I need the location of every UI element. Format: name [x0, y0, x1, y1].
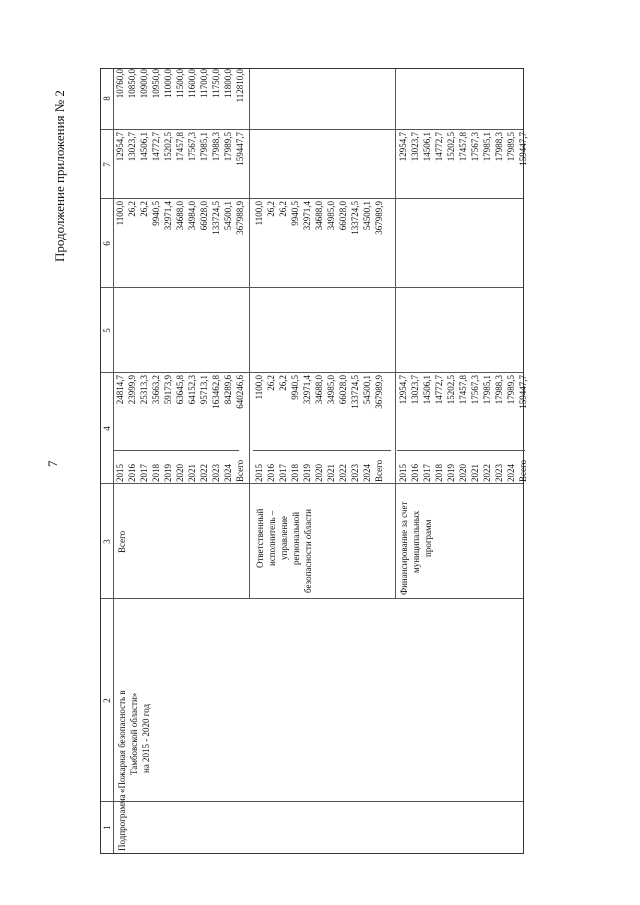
continuation-title: Продолжение приложения № 2: [52, 90, 67, 262]
value: 13023,7: [410, 375, 420, 405]
value: 1100,0: [254, 201, 264, 226]
value: 17567,3: [470, 375, 480, 405]
value: 95713,1: [199, 375, 209, 405]
value: 14772,7: [434, 375, 444, 405]
value: 9940,5: [290, 375, 300, 400]
block2-col6: [253, 199, 385, 288]
value: 11700,0: [199, 69, 209, 98]
executor-line-3: управление: [279, 515, 289, 560]
program-name-line-1: «Пожарная безопасность в: [117, 690, 127, 793]
year: 2021: [326, 464, 336, 482]
value: 32971,4: [302, 375, 312, 405]
value: 17985,1: [482, 375, 492, 405]
value: 63645,8: [175, 375, 185, 405]
total-value: 640246,6: [235, 375, 245, 409]
year: 2024: [223, 464, 233, 482]
total-label: Всего: [117, 530, 127, 553]
value: 34688,0: [314, 201, 324, 231]
year: 2023: [211, 464, 221, 482]
total-value: 367989,9: [374, 375, 384, 409]
block3-years: [397, 451, 529, 484]
program-name-line-3: на 2015 - 2020 год: [141, 703, 151, 773]
executor-line-2: исполнитель –: [267, 510, 277, 566]
value: 17567,3: [187, 132, 197, 162]
total-value: 159447,7: [235, 132, 245, 166]
value: 59173,9: [163, 375, 173, 405]
col-header-8: 8: [102, 96, 112, 101]
value: 133724,5: [350, 201, 360, 235]
value: 66028,0: [338, 375, 348, 405]
year: 2018: [434, 464, 444, 482]
block3-col7: [397, 130, 529, 199]
value: 11000,0: [163, 69, 173, 98]
value: 32971,4: [302, 201, 312, 231]
value: 17457,8: [175, 132, 185, 162]
executor-line-4: региональной: [291, 511, 301, 565]
year: 2021: [187, 464, 197, 482]
value: 14506,1: [139, 132, 149, 162]
executor-line-5: безопасности области: [303, 509, 313, 593]
value: 54500,1: [223, 201, 233, 231]
year: 2015: [398, 464, 408, 482]
page-number: 7: [45, 460, 60, 467]
block2-col4: [253, 373, 385, 451]
landscape-table-area: [100, 68, 528, 854]
value: 64152,3: [187, 375, 197, 405]
value: 15202,5: [446, 132, 456, 162]
year: 2024: [506, 464, 516, 482]
value: 14506,1: [422, 375, 432, 405]
value: 34688,0: [314, 375, 324, 405]
value: 10760,0: [115, 69, 125, 99]
municipal-line-2: муниципальных: [411, 510, 421, 573]
block-line: [395, 69, 396, 599]
year: 2022: [199, 464, 209, 482]
value: 1100,0: [254, 375, 264, 400]
total-row-label: Всего: [235, 459, 245, 482]
value: 15202,5: [446, 375, 456, 405]
value: 163462,8: [211, 375, 221, 409]
value: 17567,3: [470, 132, 480, 162]
value: 14772,7: [151, 132, 161, 162]
year: 2024: [362, 464, 372, 482]
year: 2022: [482, 464, 492, 482]
year: 2019: [302, 464, 312, 482]
col-header-4: 4: [102, 426, 112, 431]
block3-col4: [397, 373, 529, 451]
col-line: [101, 801, 523, 802]
row-type: Подпрограмма: [117, 794, 127, 851]
year: 2020: [458, 464, 468, 482]
value: 17989,5: [506, 132, 516, 162]
value: 9940,5: [151, 201, 161, 226]
year: 2020: [314, 464, 324, 482]
value: 13023,7: [127, 132, 137, 162]
value: 17457,8: [458, 375, 468, 405]
value: 17985,1: [482, 132, 492, 162]
total-value: 159447,7: [518, 375, 528, 409]
total-value: 112810,0: [235, 69, 245, 103]
year: 2021: [470, 464, 480, 482]
col-header-6: 6: [102, 241, 112, 246]
value: 10850,0: [127, 69, 137, 99]
total-value: 367988,9: [235, 201, 245, 235]
year: 2016: [127, 464, 137, 482]
value: 66028,0: [338, 201, 348, 231]
value: 26,2: [278, 201, 288, 217]
total-row-label: Всего: [374, 459, 384, 482]
col-header-7: 7: [102, 162, 112, 167]
value: 12954,7: [398, 375, 408, 405]
total-value: 159447,7: [518, 132, 528, 166]
year: 2017: [139, 464, 149, 482]
value: 54500,1: [362, 375, 372, 405]
value: 17457,8: [458, 132, 468, 162]
value: 12954,7: [115, 132, 125, 162]
year: 2017: [422, 464, 432, 482]
value: 34688,0: [175, 201, 185, 231]
block1-col6: [114, 199, 246, 288]
value: 11800,0: [223, 69, 233, 98]
col-header-3: 3: [102, 539, 112, 544]
col-header-5: 5: [102, 328, 112, 333]
total-value: 367989,9: [374, 201, 384, 235]
value: 17989,5: [506, 375, 516, 405]
value: 14506,1: [422, 132, 432, 162]
value: 11600,0: [187, 69, 197, 98]
municipal-line-3: программ: [423, 519, 433, 557]
value: 26,2: [127, 201, 137, 217]
year: 2023: [494, 464, 504, 482]
value: 13023,7: [410, 132, 420, 162]
block1-col8: [114, 67, 246, 130]
col-header-2: 2: [102, 698, 112, 703]
year: 2020: [175, 464, 185, 482]
municipal-line-1: Финансирование за счет: [399, 501, 409, 595]
col-line: [101, 598, 523, 599]
year: 2016: [266, 464, 276, 482]
value: 12954,7: [398, 132, 408, 162]
value: 34985,0: [326, 375, 336, 405]
value: 32971,4: [163, 201, 173, 231]
value: 11500,0: [175, 69, 185, 98]
block-line: [249, 69, 250, 599]
block1-col7: [114, 130, 246, 199]
value: 14772,7: [434, 132, 444, 162]
year: 2017: [278, 464, 288, 482]
value: 17988,3: [494, 375, 504, 405]
value: 23999,9: [127, 375, 137, 405]
year: 2015: [254, 464, 264, 482]
value: 26,2: [266, 201, 276, 217]
value: 10950,0: [151, 69, 161, 99]
year: 2019: [163, 464, 173, 482]
value: 17989,5: [223, 132, 233, 162]
budget-table: [100, 68, 528, 854]
value: 11750,0: [211, 69, 221, 98]
year: 2018: [290, 464, 300, 482]
value: 84289,6: [223, 375, 233, 405]
value: 24814,7: [115, 375, 125, 405]
value: 66028,0: [199, 201, 209, 231]
block2-years: [253, 451, 385, 484]
value: 34984,0: [187, 201, 197, 231]
value: 133724,5: [350, 375, 360, 409]
value: 17985,1: [199, 132, 209, 162]
executor-line-1: Ответственный: [255, 508, 265, 568]
value: 25313,3: [139, 375, 149, 405]
value: 35663,2: [151, 375, 161, 405]
year: 2023: [350, 464, 360, 482]
value: 17988,3: [494, 132, 504, 162]
value: 9940,5: [290, 201, 300, 226]
value: 54500,1: [362, 201, 372, 231]
year: 2018: [151, 464, 161, 482]
value: 10900,0: [139, 69, 149, 99]
value: 26,2: [139, 201, 149, 217]
value: 26,2: [266, 375, 276, 391]
value: 15202,5: [163, 132, 173, 162]
block1-years: [114, 451, 246, 484]
col-header-1: 1: [102, 825, 112, 830]
year: 2019: [446, 464, 456, 482]
value: 34985,0: [326, 201, 336, 231]
value: 26,2: [278, 375, 288, 391]
year: 2015: [115, 464, 125, 482]
block1-col4: [114, 373, 246, 451]
value: 133724,5: [211, 201, 221, 235]
value: 1100,0: [115, 201, 125, 226]
total-row-label: Всего: [518, 459, 528, 482]
program-name-line-2: Тамбовской области»: [129, 692, 139, 775]
year: 2022: [338, 464, 348, 482]
year: 2016: [410, 464, 420, 482]
value: 17988,3: [211, 132, 221, 162]
